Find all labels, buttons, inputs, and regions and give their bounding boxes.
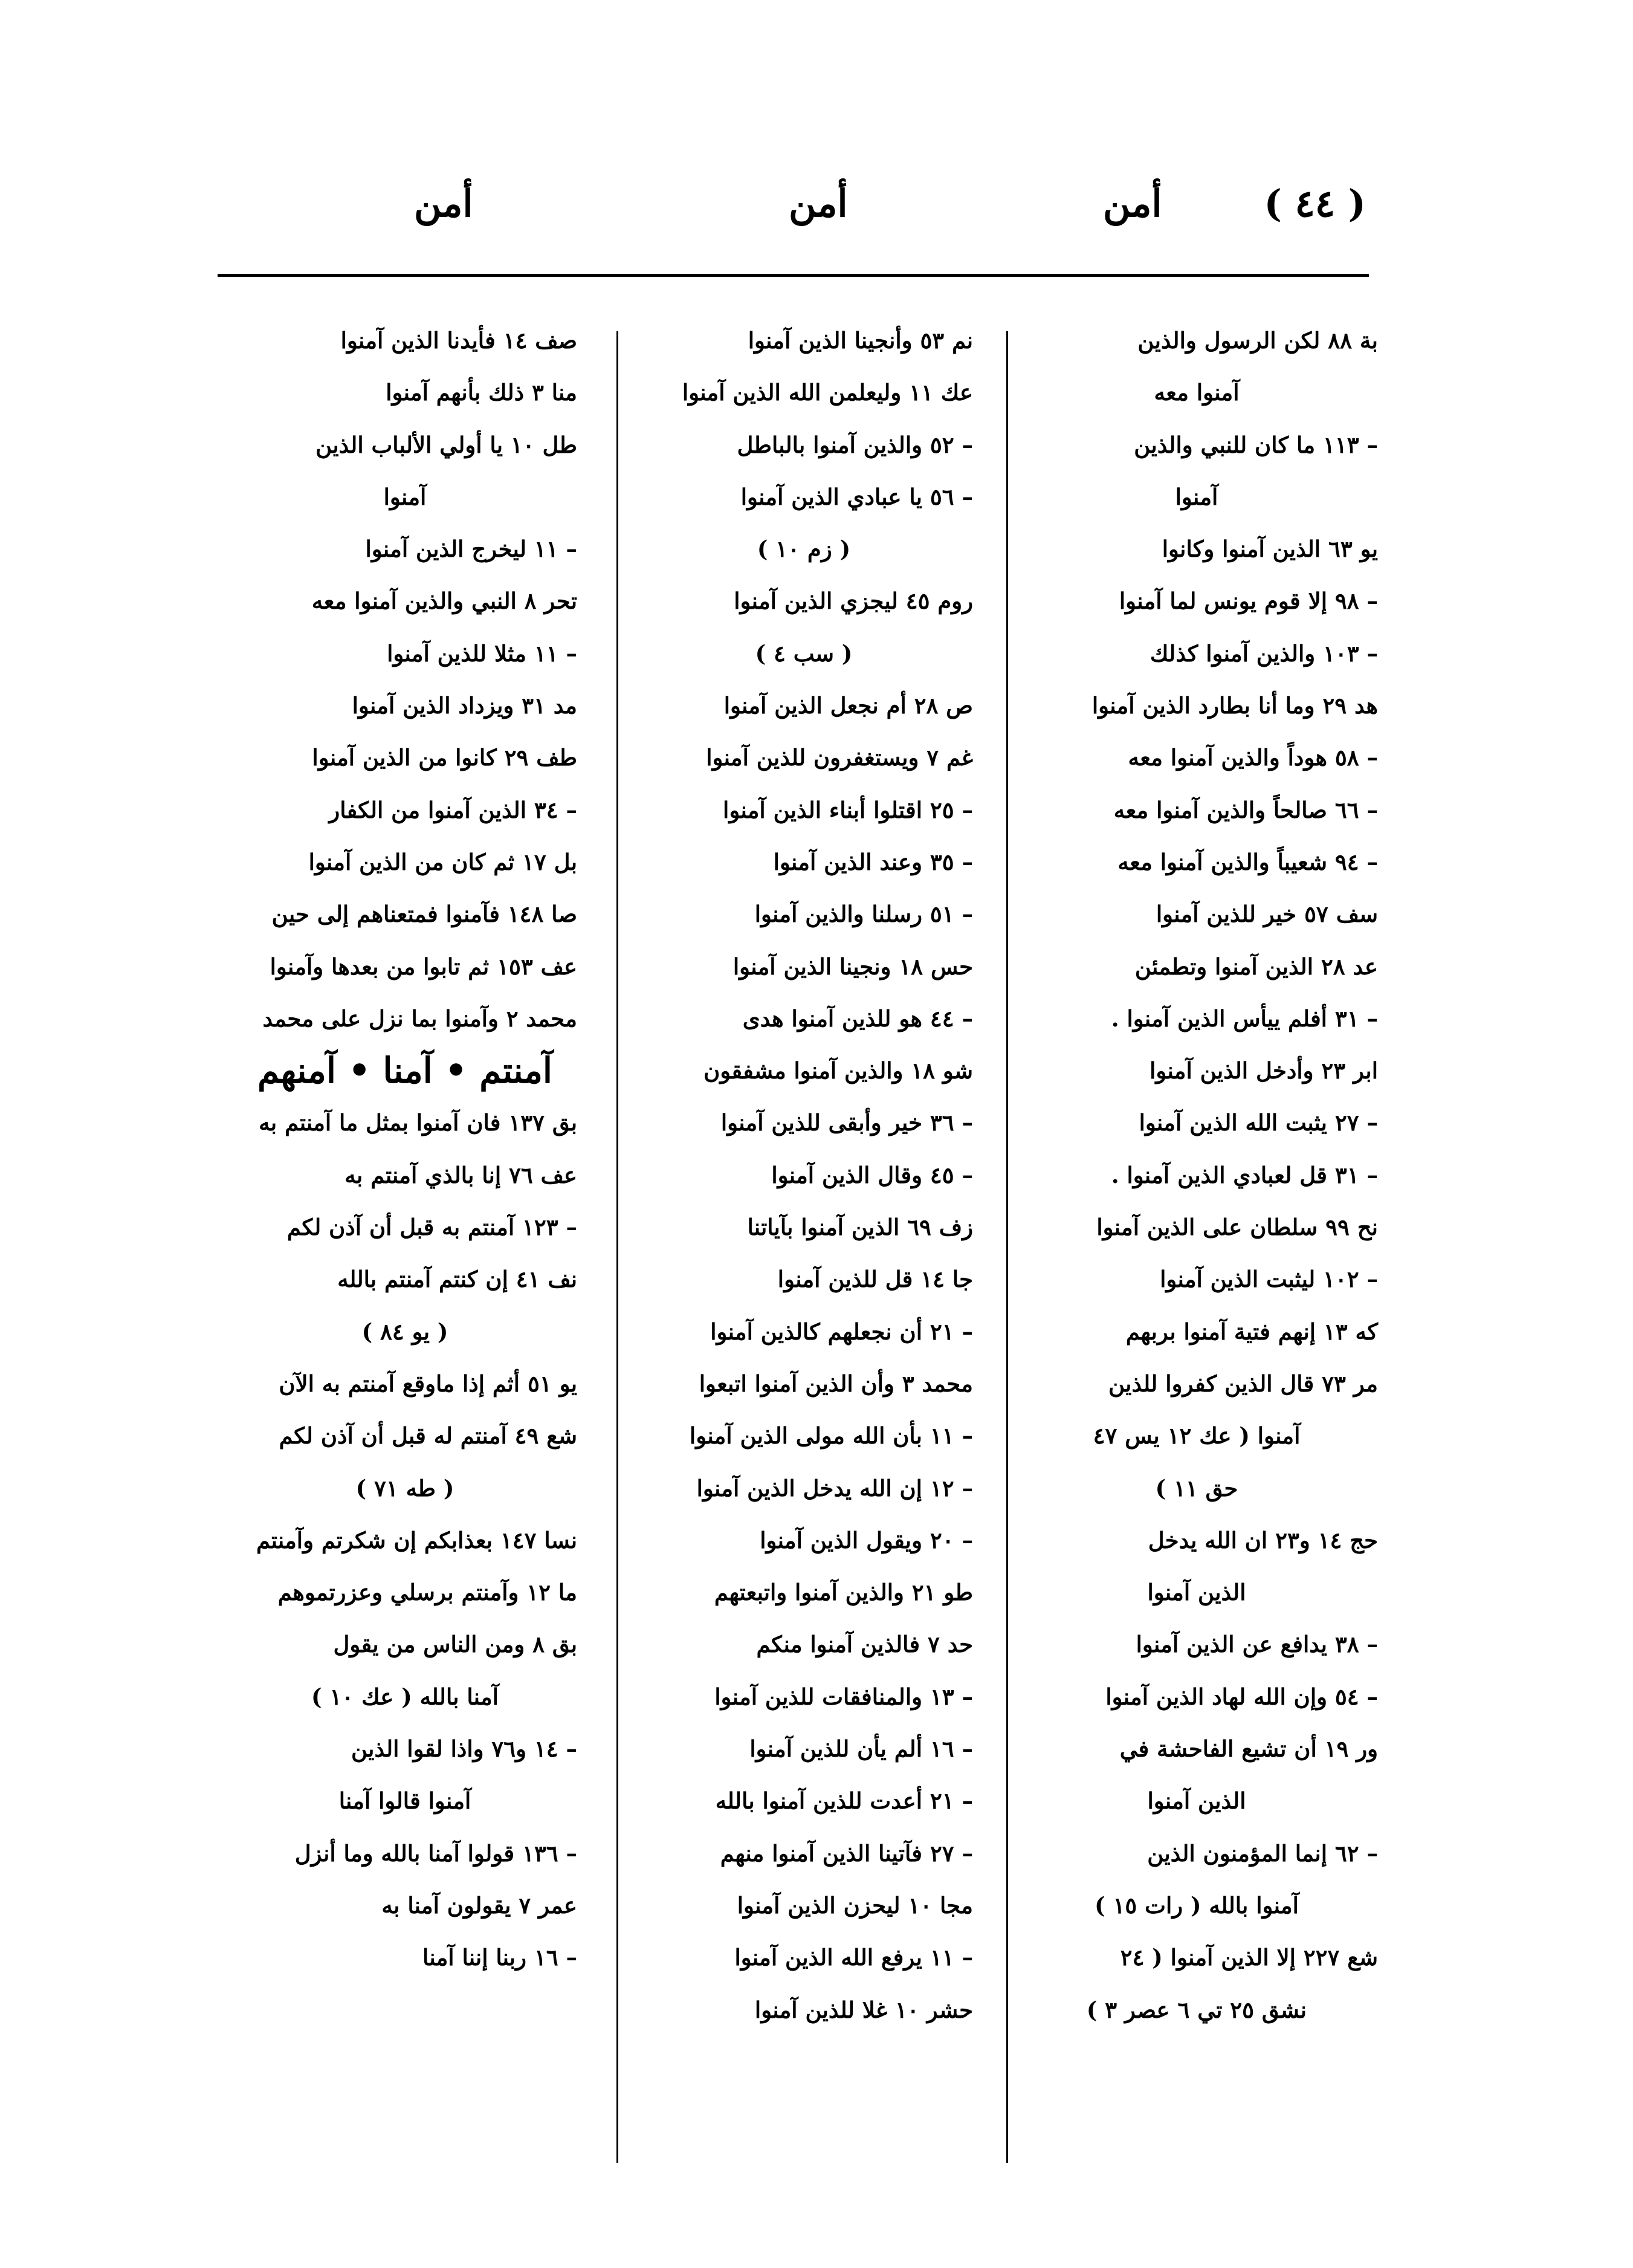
index-entry: – ٣٨ يدافع عن الذين آمنوا [1136,1631,1378,1658]
index-entry: – ١١٣ ما كان للنبي والذين [1134,431,1378,458]
index-entry: – ٢٧ فآتينا الذين آمنوا منهم [720,1839,973,1867]
column-left [233,314,577,1984]
index-entry: – ١٢ إن الله يدخل الذين آمنوا [696,1474,973,1502]
index-entry: مر ٧٣ قال الذين كفروا للذين [1108,1370,1378,1397]
index-entry: – ٤٤ هو للذين آمنوا هدى [742,1005,973,1032]
index-entry: بق ١٣٧ فان آمنوا بمثل ما آمنتم به [259,1109,577,1136]
index-entry: عمر ٧ يقولون آمنا به [381,1891,577,1919]
index-entry: آمنوا بالله ( رات ١٥ ) [1095,1891,1299,1919]
headword-right: أمن [1103,181,1162,225]
index-entry: – ١١ مثلا للذين آمنوا [387,640,577,667]
index-entry: – ٣١ قل لعبادي الذين آمنوا . [1111,1161,1378,1188]
index-entry: حج ١٤ و٢٣ ان الله يدخل [1148,1526,1378,1554]
index-entry: ( سب ٤ ) [755,640,853,667]
index-entry: آمنوا ( عك ١٢ يس ٤٧ [1093,1422,1301,1450]
index-entry: بة ٨٨ لكن الرسول والذين [1137,327,1378,354]
index-entry: – ٥٢ والذين آمنوا بالباطل [737,431,973,458]
index-entry: روم ٤٥ ليجزي الذين آمنوا [734,588,973,615]
index-entry: سف ٥٧ خير للذين آمنوا [1156,901,1378,928]
index-entry: – ٥٤ وإن الله لهاد الذين آمنوا [1105,1683,1378,1710]
index-entry: بق ٨ ومن الناس من يقول [333,1631,577,1658]
index-entry: – ١٤ و٧٦ واذا لقوا الذين [351,1735,577,1763]
column-divider-left [616,331,618,2163]
section-heading: آمنتم • آمنا • آمنهم [257,1050,553,1092]
index-entry: – ١١ ليخرج الذين آمنوا [365,536,577,563]
index-entry: يو ٥١ أثم إذا ماوقع آمنتم به الآن [279,1370,577,1397]
index-entry: عف ١٥٣ ثم تابوا من بعدها وآمنوا [270,953,577,980]
index-entry: عد ٢٨ الذين آمنوا وتطمئن [1134,953,1378,980]
index-entry: – ١٠٢ ليثبت الذين آمنوا [1160,1266,1378,1293]
index-entry: – ٢١ أعدت للذين آمنوا بالله [715,1787,973,1815]
index-entry: نم ٥٣ وأنجينا الذين آمنوا [748,327,973,354]
index-entry: الذين آمنوا [1147,1787,1246,1815]
index-entry: – ١٦ ربنا إننا آمنا [422,1944,577,1971]
index-entry: ور ١٩ أن تشيع الفاحشة في [1119,1735,1378,1763]
index-entry: – ٥٦ يا عبادي الذين آمنوا [740,483,973,510]
index-entry: ابر ٢٣ وأدخل الذين آمنوا [1150,1057,1378,1084]
index-entry: مد ٣١ ويزداد الذين آمنوا [352,692,577,719]
page-header [218,181,1372,242]
index-entry: – ٦٢ إنما المؤمنون الذين [1147,1839,1378,1867]
index-entry: آمنوا [383,483,427,510]
index-entry: – ٣٤ الذين آمنوا من الكفار [329,796,577,823]
column-middle [635,314,973,2036]
index-entry: آمنوا [1175,483,1218,510]
column-divider-right [1006,331,1008,2163]
index-entry: – ٢٧ يثبت الله الذين آمنوا [1139,1109,1378,1136]
index-entry: – ٢١ أن نجعلهم كالذين آمنوا [710,1318,973,1345]
index-entry: ما ١٢ وآمنتم برسلي وعزرتموهم [277,1579,577,1606]
index-entry: غم ٧ ويستغفرون للذين آمنوا [706,744,973,771]
index-entry: هد ٢٩ وما أنا بطارد الذين آمنوا [1091,692,1378,719]
index-entry: حق ١١ ) [1155,1474,1238,1502]
index-entry: – ١٠٣ والذين آمنوا كذلك [1150,640,1378,667]
index-entry: محمد ٢ وآمنوا بما نزل على محمد [262,1005,577,1032]
header-rule [218,274,1369,277]
index-entry: نح ٩٩ سلطان على الذين آمنوا [1096,1214,1378,1241]
index-entry: – ١٢٣ آمنتم به قبل أن آذن لكم [286,1214,577,1241]
index-entry: – ١٣ والمنافقات للذين آمنوا [714,1683,973,1710]
index-entry: محمد ٣ وأن الذين آمنوا اتبعوا [699,1370,973,1397]
index-entry: حشر ١٠ غلا للذين آمنوا [754,1996,973,2023]
index-entry: الذين آمنوا [1147,1579,1246,1606]
index-entry: آمنوا قالوا آمنا [338,1787,471,1815]
index-entry: – ٩٤ شعيباً والذين آمنوا معه [1117,848,1378,875]
index-entry: آمنا بالله ( عك ١٠ ) [311,1683,499,1710]
index-entry: – ٩٨ إلا قوم يونس لما آمنوا [1119,588,1378,615]
index-entry: ( زم ١٠ ) [757,536,851,563]
index-entry: ( طه ٧١ ) [355,1474,454,1502]
index-entry: شع ٢٢٧ إلا الذين آمنوا ( ٢٤ [1120,1944,1378,1971]
index-entry: مجا ١٠ ليحزن الذين آمنوا [737,1891,973,1919]
index-entry: – ١٣٦ قولوا آمنا بالله وما أنزل [294,1839,577,1867]
index-entry: نشق ٢٥ تي ٦ عصر ٣ ) [1086,1996,1307,2023]
index-entry: كه ١٣ إنهم فتية آمنوا بربهم [1125,1318,1378,1345]
index-entry: طل ١٠ يا أولي الألباب الذين [315,431,577,458]
index-entry: – ٣٥ وعند الذين آمنوا [773,848,973,875]
index-entry: – ٥٨ هوداً والذين آمنوا معه [1128,744,1378,771]
index-entry: – ١٦ ألم يأن للذين آمنوا [749,1735,973,1763]
index-entry: حد ٧ فالذين آمنوا منكم [756,1631,973,1658]
index-entry: – ٦٦ صالحاً والذين آمنوا معه [1113,796,1378,823]
page-number: ( ٤٤ ) [1264,181,1366,225]
index-entry: طف ٢٩ كانوا من الذين آمنوا [312,744,577,771]
index-entry: بل ١٧ ثم كان من الذين آمنوا [308,848,577,875]
index-entry: – ٢٥ اقتلوا أبناء الذين آمنوا [723,796,973,823]
index-entry: زف ٦٩ الذين آمنوا بآياتنا [747,1214,973,1241]
index-entry: – ٢٠ ويقول الذين آمنوا [760,1526,973,1554]
index-entry: نسا ١٤٧ بعذابكم إن شكرتم وآمنتم [256,1526,577,1554]
column-right [1015,314,1378,2036]
index-entry: – ٤٥ وقال الذين آمنوا [771,1161,973,1188]
index-entry: عك ١١ وليعلمن الله الذين آمنوا [682,379,973,406]
index-entry: – ١١ يرفع الله الذين آمنوا [734,1944,973,1971]
index-entry: تحر ٨ النبي والذين آمنوا معه [311,588,577,615]
index-entry: صف ١٤ فأيدنا الذين آمنوا [340,327,577,354]
index-entry: شع ٤٩ آمنتم له قبل أن آذن لكم [279,1422,577,1450]
index-entry: آمنوا معه [1154,379,1240,406]
index-entry: منا ٣ ذلك بأنهم آمنوا [386,379,577,406]
index-entry: – ٣٦ خير وأبقى للذين آمنوا [720,1109,973,1136]
headword-middle: أمن [789,181,848,225]
index-entry: – ١١ بأن الله مولى الذين آمنوا [689,1422,973,1450]
index-entry: ص ٢٨ أم نجعل الذين آمنوا [723,692,973,719]
headword-left: أمن [414,181,473,225]
index-entry: نف ٤١ إن كنتم آمنتم بالله [337,1266,577,1293]
index-entry: حس ١٨ ونجينا الذين آمنوا [732,953,973,980]
index-entry: شو ١٨ والذين آمنوا مشفقون [703,1057,973,1084]
index-entry: – ٥١ رسلنا والذين آمنوا [754,901,973,928]
index-entry: عف ٧٦ إنا بالذي آمنتم به [344,1161,577,1188]
index-entry: صا ١٤٨ فآمنوا فمتعناهم إلى حين [271,901,577,928]
index-entry: طو ٢١ والذين آمنوا واتبعتهم [714,1579,973,1606]
index-entry: يو ٦٣ الذين آمنوا وكانوا [1162,536,1378,563]
index-entry: جا ١٤ قل للذين آمنوا [777,1266,973,1293]
index-entry: ( يو ٨٤ ) [361,1318,448,1345]
index-entry: – ٣١ أفلم ييأس الذين آمنوا . [1111,1005,1378,1032]
